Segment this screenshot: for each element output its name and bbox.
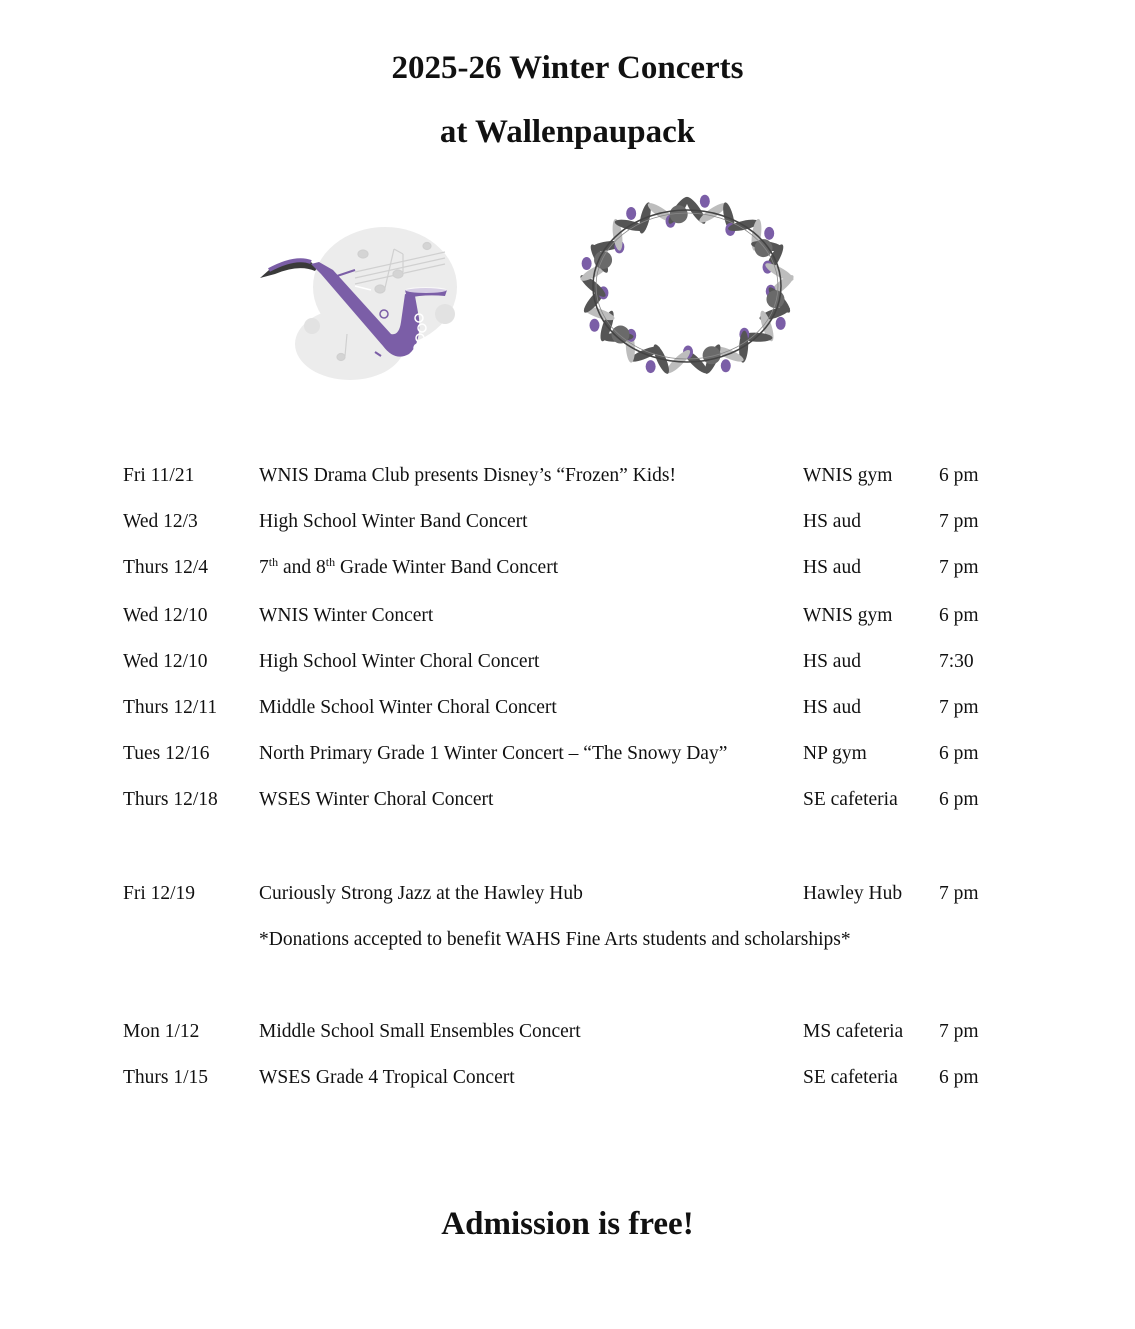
event-name: WSES Grade 4 Tropical Concert bbox=[259, 1067, 515, 1088]
table-row bbox=[0, 697, 1135, 723]
table-row bbox=[0, 883, 1135, 909]
event-date: Tues 12/16 bbox=[123, 743, 210, 764]
pinecone-icon bbox=[766, 290, 784, 308]
berry-icon bbox=[721, 359, 731, 372]
wreath-illustration bbox=[565, 180, 815, 392]
event-location: SE cafeteria bbox=[803, 789, 898, 810]
event-name: North Primary Grade 1 Winter Concert – “The Snowy Day” bbox=[259, 743, 728, 764]
event-location: MS cafeteria bbox=[803, 1021, 904, 1042]
event-date: Thurs 1/15 bbox=[123, 1067, 209, 1088]
berry-icon bbox=[764, 227, 774, 240]
event-date: Wed 12/10 bbox=[123, 651, 208, 672]
event-date: Fri 12/19 bbox=[123, 883, 196, 904]
event-time: 6 pm bbox=[939, 743, 979, 764]
ordinal-suffix: th bbox=[325, 555, 336, 569]
event-location: HS aud bbox=[803, 557, 861, 578]
event-date: Thurs 12/18 bbox=[123, 789, 218, 810]
event-location: WNIS gym bbox=[803, 605, 893, 626]
event-time: 7 pm bbox=[939, 883, 979, 904]
event-time: 6 pm bbox=[939, 605, 979, 626]
event-time: 7:30 bbox=[939, 651, 974, 672]
event-date: Wed 12/3 bbox=[123, 511, 198, 532]
event-location: WNIS gym bbox=[803, 465, 893, 486]
event-date: Mon 1/12 bbox=[123, 1021, 200, 1042]
page-subtitle: at Wallenpaupack bbox=[439, 114, 696, 150]
event-name-part: Grade Winter Band Concert bbox=[335, 557, 559, 578]
event-name-part: and 8 bbox=[278, 557, 326, 578]
table-row bbox=[0, 651, 1135, 677]
event-name: Middle School Winter Choral Concert bbox=[259, 697, 557, 718]
ordinal-suffix: th bbox=[268, 555, 279, 569]
grade-number: 7 bbox=[259, 557, 269, 578]
table-row bbox=[0, 557, 1135, 583]
event-time: 7 pm bbox=[939, 697, 979, 718]
table-row bbox=[0, 743, 1135, 769]
pinecone-icon bbox=[670, 205, 688, 223]
event-location: SE cafeteria bbox=[803, 1067, 898, 1088]
event-location: HS aud bbox=[803, 651, 861, 672]
berry-icon bbox=[776, 317, 786, 330]
event-name: Middle School Small Ensembles Concert bbox=[259, 1021, 581, 1042]
background-blob bbox=[295, 227, 457, 380]
table-row bbox=[0, 511, 1135, 537]
event-location: NP gym bbox=[803, 743, 867, 764]
event-date: Fri 11/21 bbox=[123, 465, 195, 486]
event-time: 7 pm bbox=[939, 511, 979, 532]
event-date: Wed 12/10 bbox=[123, 605, 208, 626]
event-location: Hawley Hub bbox=[803, 883, 903, 904]
event-location: HS aud bbox=[803, 511, 861, 532]
event-date: Thurs 12/11 bbox=[123, 697, 218, 718]
table-row bbox=[0, 605, 1135, 631]
event-name: High School Winter Choral Concert bbox=[259, 651, 540, 672]
berry-icon bbox=[700, 195, 710, 208]
event-name bbox=[259, 557, 558, 579]
wreath-leaves bbox=[578, 195, 796, 377]
event-time: 6 pm bbox=[939, 465, 979, 486]
table-row bbox=[0, 789, 1135, 815]
berry-icon bbox=[589, 319, 599, 332]
table-row bbox=[0, 1067, 1135, 1093]
event-time: 6 pm bbox=[939, 1067, 979, 1088]
donations-note: *Donations accepted to benefit WAHS Fine Arts students and scholarships* bbox=[259, 929, 851, 950]
event-time: 7 pm bbox=[939, 1021, 979, 1042]
event-date: Thurs 12/4 bbox=[123, 557, 209, 578]
event-time: 7 pm bbox=[939, 557, 979, 578]
event-name: Curiously Strong Jazz at the Hawley Hub bbox=[259, 883, 583, 904]
berry-icon bbox=[626, 207, 636, 220]
berry-icon bbox=[646, 360, 656, 373]
table-row bbox=[0, 1021, 1135, 1047]
event-name: High School Winter Band Concert bbox=[259, 511, 528, 532]
page-title: 2025-26 Winter Concerts bbox=[391, 50, 744, 86]
event-time: 6 pm bbox=[939, 789, 979, 810]
admission-note: Admission is free! bbox=[441, 1206, 694, 1242]
event-name: WSES Winter Choral Concert bbox=[259, 789, 494, 810]
event-name: WNIS Winter Concert bbox=[259, 605, 434, 626]
event-location: HS aud bbox=[803, 697, 861, 718]
berry-icon bbox=[582, 257, 592, 270]
event-name: WNIS Drama Club presents Disney’s “Frozen” Kids! bbox=[259, 465, 676, 486]
saxophone-illustration bbox=[255, 222, 465, 384]
table-row bbox=[0, 465, 1135, 491]
